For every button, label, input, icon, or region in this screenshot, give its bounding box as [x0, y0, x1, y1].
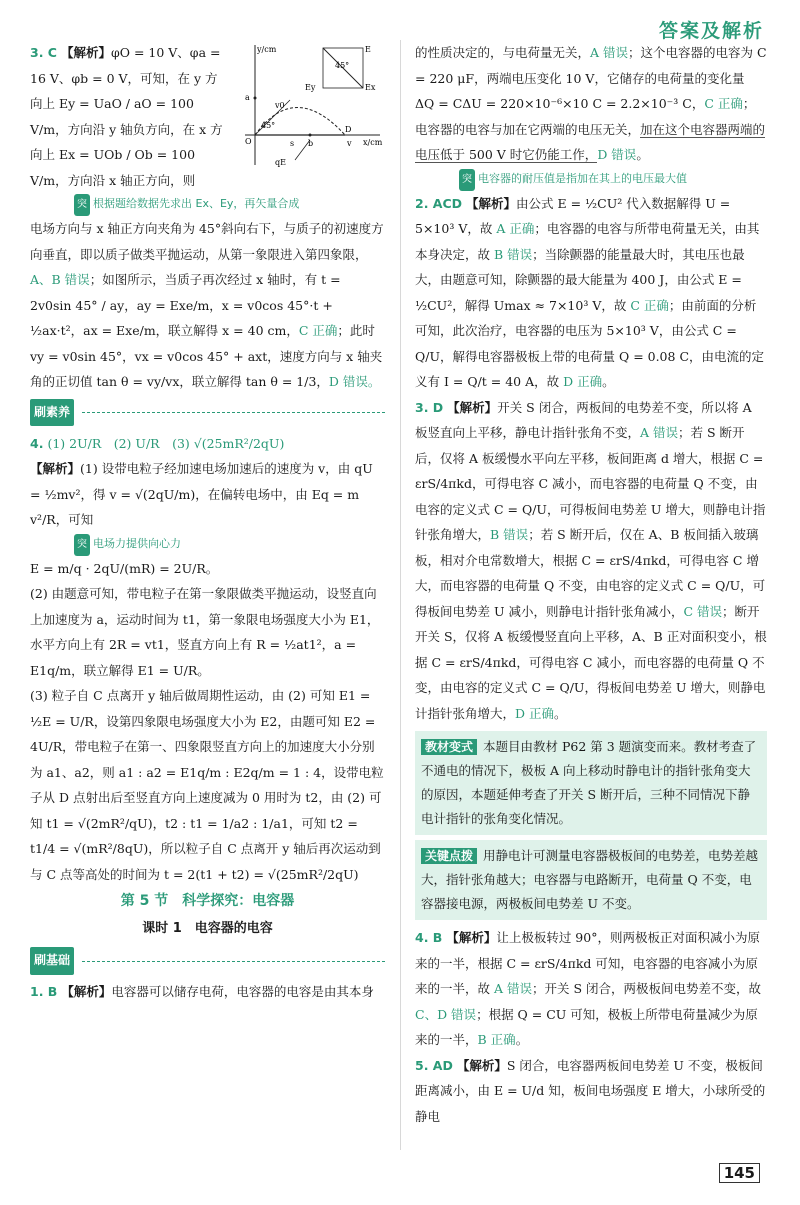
analysis-text: ；如图所示，当质子再次经过 x 轴时，有 t = 2v0sin 45° / ay，ay = Exe/m，x = v0cos 45°·t + ½ax·t²，ax = Exe/m，联立解得 x = 40 cm，	[30, 272, 341, 338]
analysis-text: ；由前面的分析可知，此次治疗，电容器的电压为 5×10³ V，由公式 C = Q/U，解得电容器极板上带的电荷量 Q = 0.08 C，由电流的定义有 I = Q/t = 40 A，故	[415, 297, 765, 389]
angle-45-label-top: 45°	[335, 61, 350, 70]
analysis-text: 的性质决定的，与电荷量无关，	[415, 45, 591, 60]
section-heading	[30, 401, 385, 425]
note-label: 关键点拨	[421, 848, 477, 864]
page-number: 145	[719, 1163, 760, 1183]
point-a-label: a	[245, 93, 250, 102]
question-number: 3. C	[30, 45, 57, 60]
analysis-text: ；开关 S 闭合，两极板间电势差不变，故	[532, 981, 762, 996]
field-ex-label: Ex	[365, 83, 376, 92]
answer-judgement: B 正确	[477, 1032, 516, 1047]
analysis-tag: 【解析】	[466, 195, 517, 211]
tip-text: 电容器的耐压值是指加在其上的电压最大值	[478, 171, 687, 185]
key-point-tip	[30, 193, 385, 216]
point-s-label: s	[290, 139, 295, 148]
analysis-text: 。	[515, 1032, 529, 1047]
analysis-text: (2) 由题意可知，带电粒子在第一象限做类平抛运动，设竖直向上加速度为 a，运动时间为 t1，第一象限电场强度大小为 E1，水平方向上有 2R = vt1，竖直方向上有 R = ½at1²，a = E1q/m，联立解得 E1 = U/R。	[30, 586, 380, 678]
question-4	[415, 925, 767, 1053]
question-number: 1. B	[30, 984, 58, 999]
analysis-tag: 【解析】	[456, 1057, 507, 1073]
tip-text: 根据题给数据先求出 Ex、Ey，再矢量合成	[93, 197, 300, 210]
answer-judgement: A 错误	[590, 45, 629, 60]
question-3	[30, 40, 385, 395]
question-3	[415, 395, 767, 727]
velocity-v0-label: v0	[275, 101, 285, 110]
answer-judgement: A 正确	[496, 221, 535, 236]
analysis-text: (3) 粒子自 C 点离开 y 轴后做周期性运动，由 (2) 可知 E1 = ½E = U/R，设第四象限电场强度大小为 E2，由题可知 E2 = 4U/R，带电粒子在第一、四象限竖直方向上的加速度大小分别为 a1、a2，则 a1 : a2 = E1q/m : E2q/m = 1 : 4，设带电粒子从 D 点射出后至竖直方向上速度减为 0 用时为 t2，由 (2) 可知 t1 = √(2mR²/qU)，t2 : t1 = 1/a2 : 1/a1，可知 t2 = t1/4 = √(mR²/8qU)，所以粒子自 C 点离开 y 轴后再次运动到与 C 点等高处的时间为 t = 2(t1 + t2) = √(25mR²/2qU)	[30, 688, 384, 882]
origin-label: O	[245, 137, 252, 146]
analysis-text: 电容器可以储存电荷，电容器的电容是由其本身	[111, 984, 374, 999]
column-divider	[400, 40, 401, 1150]
analysis-text: ；这个电容器的电容为 C = 220 μF，两端电压变化 10 V，它储存的电荷量的变化量 ΔQ = CΔU = 220×10⁻⁶×10 C = 2.2×10⁻³ C，	[415, 45, 767, 111]
answer-judgement: C 正确	[630, 297, 669, 313]
question-number: 2. ACD	[415, 195, 463, 211]
answer-judgement: D 正确	[515, 705, 555, 721]
lesson-title: 课时 1 电容器的电容	[142, 921, 273, 936]
analysis-tag: 【解析】	[446, 930, 497, 945]
question-1-continued	[415, 40, 767, 191]
answer-judgement: D 正确	[563, 374, 603, 389]
tip-badge: 突	[74, 194, 90, 216]
point-d-label: D	[345, 125, 352, 134]
section-label: 刷基础	[30, 947, 74, 975]
answer-judgement: A 错误	[493, 981, 532, 996]
analysis-text: ；电容器的电容与所带电荷量无关，由其本身决定，故	[415, 221, 760, 262]
key-hint-note	[415, 840, 767, 920]
force-qe-label: qE	[275, 158, 286, 167]
question-number: 5. AD	[415, 1057, 453, 1073]
key-point-tip	[415, 168, 767, 191]
analysis-text: 让上极板转过 90°，则两极板正对面积减小为原来的一半，根据 C = εrS/4πkd 可知，电容器的电容减小为原来的一半，故	[415, 930, 760, 996]
field-ey-label: Ey	[305, 83, 316, 92]
analysis-text: (1) 设带电粒子经加速电场加速后的速度为 v，由 qU = ½mv²，得 v = √(2qU/m)，在偏转电场中，由 Eq = m v²/R，可知	[30, 461, 373, 527]
answer-judgement: B 错误	[493, 246, 533, 262]
question-number: 4.	[30, 435, 44, 451]
question-4	[30, 431, 385, 888]
analysis-text: 电场方向与 x 轴正方向夹角为 45°斜向右下，与质子的初速度方向垂直，即以质子做类平抛运动，从第一象限进入第四象限，	[30, 221, 384, 262]
answer-judgement: C 错误	[683, 603, 723, 619]
tip-badge: 突	[459, 169, 475, 191]
y-axis-label: y/cm	[257, 45, 277, 54]
analysis-tag: 【解析】	[61, 984, 112, 999]
field-e-label: E	[365, 45, 371, 54]
textbook-variant-note	[415, 731, 767, 835]
analysis-text: S 闭合，电容器两板间电势差 U 不变，极板间距离减小，由 E = U/d 知，板间电场强度 E 增大，小球所受的静电	[415, 1057, 766, 1124]
answer-judgement: B 错误	[490, 527, 529, 542]
analysis-text: ；此时 vy = v0sin 45°，vx = v0cos 45° + axt，速度方向与 x 轴夹角的正切值 tan θ = vy/vx，联立解得 tan θ = 1/3，	[30, 323, 383, 389]
note-label: 教材变式	[421, 739, 477, 755]
section-title: 第 5 节 科学探究：电容器	[120, 893, 295, 909]
page-header-title: 答案及解析	[658, 20, 764, 42]
analysis-text: ；若 S 断开后，仅将 A 板缓慢水平向左平移，板间距离 d 增大，根据 C = εrS/4πkd，可得电容 C 减小，而电容器的电荷量 Q 不变，由电容的定义式 C = Q/U，可得板间电势差 U 增大，则静电计指针张角增大，	[415, 425, 766, 542]
question-number: 3. D	[415, 399, 444, 415]
key-point-tip	[30, 533, 385, 556]
analysis-text: ；若 S 断开后，仅在 A、B 板间插入玻璃板，相对介电常数增大，根据 C = εrS/4πkd，可得电容 C 增大，而电容器的电荷量 Q 不变，由电容的定义式 C = Q/U，可得板间电势差 U 减小，则静电计指针张角减小，	[415, 527, 766, 619]
note-text: 用静电计可测量电容器极板间的电势差，电势差越大，指针张角越大；电容器与电路断开，电荷量 Q 不变，电容器接电源，两极板间电势差 U 不变。	[421, 848, 759, 911]
tip-text: 电场力提供向心力	[93, 536, 181, 550]
analysis-tag: 【解析】	[447, 399, 498, 415]
analysis-text: ；根据 Q = CU 可知，极板上所带电荷量减少为原来的一半，	[415, 1006, 758, 1047]
answer-text: (1) 2U/R (2) U/R (3) √(25mR²/2qU)	[47, 435, 285, 451]
question-number: 4. B	[415, 930, 443, 945]
section-heading	[30, 949, 385, 973]
question-5	[415, 1053, 767, 1130]
section-label: 刷素养	[30, 399, 74, 427]
answer-judgement: C 正确	[704, 96, 743, 111]
left-column	[30, 40, 385, 1005]
answer-judgement: A、B 错误	[30, 272, 90, 287]
angle-45-label-bottom: 45°	[261, 121, 276, 130]
analysis-tag: 【解析】	[30, 461, 81, 476]
analysis-text: 。	[636, 147, 649, 162]
answer-judgement: C、D 错误	[415, 1006, 477, 1022]
answer-judgement: C 正确	[298, 323, 338, 338]
analysis-tag: 【解析】	[60, 45, 111, 60]
underlined-text: 加在这个电容器两端的电压低于 500 V 时它仍能工作，	[415, 121, 766, 162]
point-b-label: b	[308, 139, 314, 148]
question-2	[415, 191, 767, 395]
analysis-text: 。	[602, 374, 615, 389]
field-diagram	[235, 40, 385, 180]
answer-judgement: A 错误	[640, 425, 679, 440]
analysis-text: ；当除颤器的能量最大时，其电压也最大，由题意可知，除颤器的最大能量为 400 J，由公式 E = ½CU²，解得 Umax ≈ 7×10³ V，故	[415, 246, 745, 313]
analysis-text: ；电容器的电容与加在它两端的电压无关，	[415, 96, 756, 137]
analysis-text: ；断开开关 S，仅将 A 板缓慢竖直向上平移，A、B 正对面积变小，根据 C = εrS/4πkd，可得电容 C 减小，而电容器的电荷量 Q 不变，由电容的定义式 C = Q/U，得板间电势差 U 增大，则静电计指针张角增大，	[415, 603, 767, 721]
analysis-text: 开关 S 闭合，两板间的电势差不变，所以将 A 板竖直向上平移，静电计指针张角不变，	[415, 399, 752, 440]
analysis-text: φO = 10 V、φa = 16 V、φb = 0 V，可知，在 y 方向上 Ey = UaO / aO = 100 V/m，方向沿 y 轴负方向，在 x 方向上 Ex = UOb / Ob = 100 V/m，方向沿 x 轴正方向，则	[30, 45, 223, 188]
tip-badge: 突	[74, 534, 90, 556]
answer-judgement: D 错误	[597, 147, 637, 162]
x-axis-label: x/cm	[363, 138, 383, 147]
analysis-text: 由公式 E = ½CU² 代入数据解得 U = 5×10³ V，故	[415, 195, 731, 236]
right-column	[415, 40, 767, 1129]
analysis-text: E = m/q · 2qU/(mR) = 2U/R。	[30, 560, 219, 576]
velocity-v-label: v	[347, 139, 352, 148]
answer-judgement: D 错误。	[328, 374, 381, 389]
analysis-text: 。	[554, 705, 567, 721]
note-text: 本题目由教材 P62 第 3 题演变而来。教材考查了不通电的情况下，极板 A 向上移动时静电计的指针张角变大的原因，本题延伸考查了开关 S 断开后，三种不同情况下静电计指针的张角变化情况。	[421, 739, 757, 826]
